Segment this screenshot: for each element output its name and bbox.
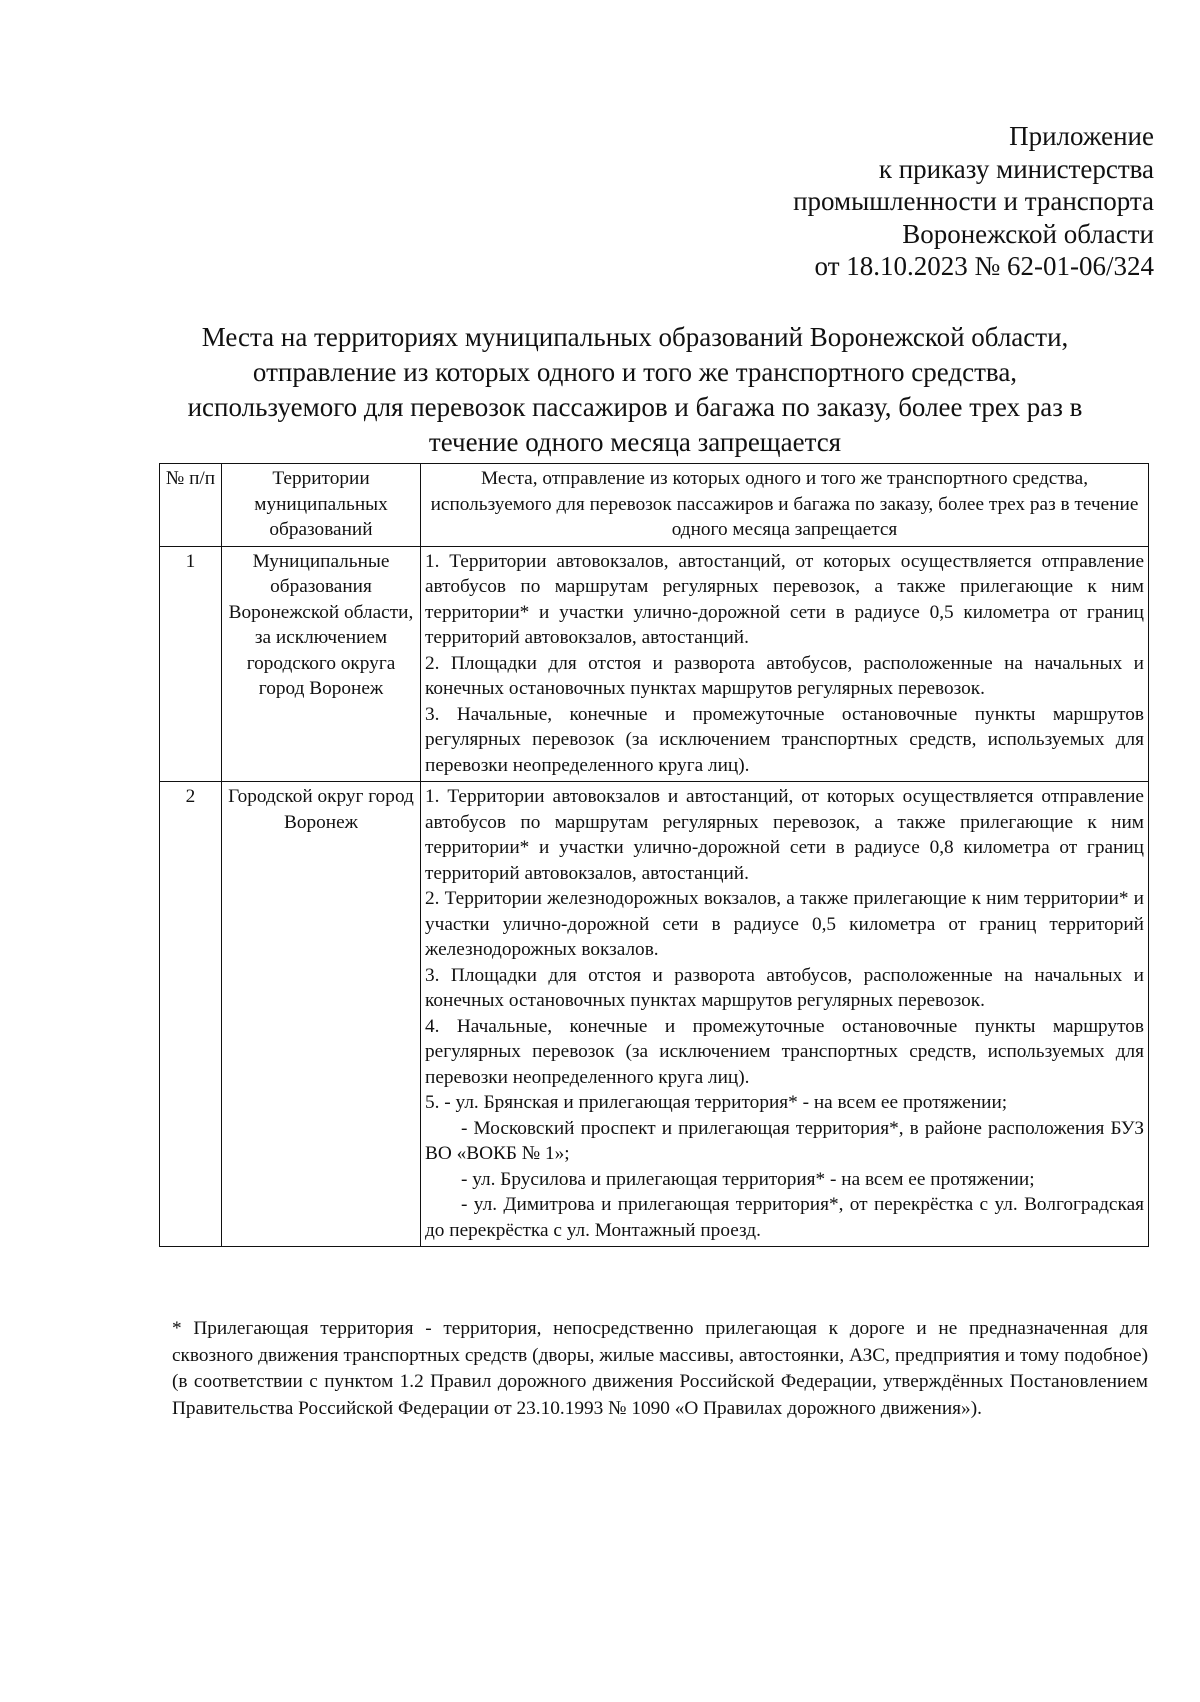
- title-line: течение одного месяца запрещается: [428, 427, 842, 457]
- place-subitem: - ул. Димитрова и прилегающая территория*, от перекрёстка с ул. Волгоградская до перекрёстка с ул. Монтажный проезд.: [425, 1194, 1144, 1241]
- title-line: отправление из которых одного и того же транспортного средства,: [252, 357, 1018, 387]
- header-line: Приложение: [1009, 121, 1154, 151]
- place-item: 4. Начальные, конечные и промежуточные остановочные пункты маршрутов регулярных перевозок (за исключением транспортных средств, используемых для перевозки неопределенного круга лиц).: [425, 1015, 1144, 1088]
- table-header-row: [160, 464, 1149, 547]
- header-line: к приказу министерства: [878, 153, 1154, 184]
- header-line: промышленности и транспорта: [793, 186, 1154, 216]
- places-table: [159, 463, 1149, 1247]
- row-territory: Городской округ город Воронеж: [222, 782, 421, 1247]
- place-item: 2. Территории железнодорожных вокзалов, а также прилегающие к ним территории* и участки улично-дорожной сети в радиусе 0,5 километра от границ территорий железнодорожных вокзалов.: [425, 888, 1144, 960]
- title-line: Места на территориях муниципальных образований Воронежской области,: [201, 322, 1069, 352]
- title-line: используемого для перевозок пассажиров и багажа по заказу, более трех раз в: [187, 392, 1083, 422]
- table-row: [160, 546, 1149, 782]
- row-num: 1: [160, 546, 222, 782]
- appendix-header: [793, 120, 1154, 283]
- place-item: 1. Территории автовокзалов и автостанций, от которых осуществляется отправление автобусов по маршрутам регулярных перевозок, а также прилегающие к ним территории* и участки улично-дорожной сети в радиусе 0,8 километра от границ территорий автовокзалов, автостанций.: [425, 786, 1144, 884]
- header-line: Воронежской области: [902, 218, 1154, 249]
- footnote: * Прилегающая территория - территория, непосредственно прилегающая к дороге и не предназначенная для сквозного движения транспортных средств (дворы, жилые массивы, автостоянки, АЗС, предприятия и тому подобное) (в соответствии с пунктом 1.2 Правил дорожного движения Российской Федерации, утверждённых Постановлением Правительства Российской Федерации от 23.10.1993 № 1090 «О Правилах дорожного движения»).: [172, 1318, 1148, 1419]
- place-subitem: - ул. Брусилова и прилегающая территория* - на всем ее протяжении;: [461, 1168, 1035, 1190]
- place-item: 2. Площадки для отстоя и разворота автобусов, расположенные на начальных и конечных остановочных пунктах маршрутов регулярных перевозок.: [425, 652, 1144, 699]
- place-item: 5. - ул. Брянская и прилегающая территория* - на всем ее протяжении;: [425, 1092, 1008, 1113]
- row-territory: Муниципальные образования Воронежской области, за исключением городского округа город Воронеж: [222, 546, 421, 782]
- table-row: [160, 782, 1149, 1247]
- row-places: [421, 782, 1149, 1247]
- header-territory: Территории муниципальных образований: [222, 464, 421, 547]
- place-item: 3. Площадки для отстоя и разворота автобусов, расположенные на начальных и конечных остановочных пунктах маршрутов регулярных перевозок.: [425, 964, 1144, 1011]
- document-title: [150, 320, 1120, 460]
- place-subitem: - Московский проспект и прилегающая территория*, в районе расположения БУЗ ВО «ВОКБ № 1»;: [425, 1117, 1144, 1164]
- row-num: 2: [160, 782, 222, 1247]
- place-item: 1. Территории автовокзалов, автостанций, от которых осуществляется отправление автобусов по маршрутам регулярных перевозок, а также прилегающие к ним территории* и участки улично-дорожной сети в радиусе 0,5 километра от границ территорий автовокзалов, автостанций.: [425, 550, 1144, 648]
- header-num: № п/п: [160, 464, 222, 547]
- row-places: [421, 546, 1149, 782]
- header-places: Места, отправление из которых одного и того же транспортного средства, используемого для перевозок пассажиров и багажа по заказу, более трех раз в течение одного месяца запрещается: [421, 464, 1149, 547]
- header-order-date-number: от 18.10.2023 № 62-01-06/324: [814, 251, 1154, 281]
- place-item: 3. Начальные, конечные и промежуточные остановочные пункты маршрутов регулярных перевозок (за исключением транспортных средств, используемых для перевозки неопределенного круга лиц).: [425, 703, 1144, 776]
